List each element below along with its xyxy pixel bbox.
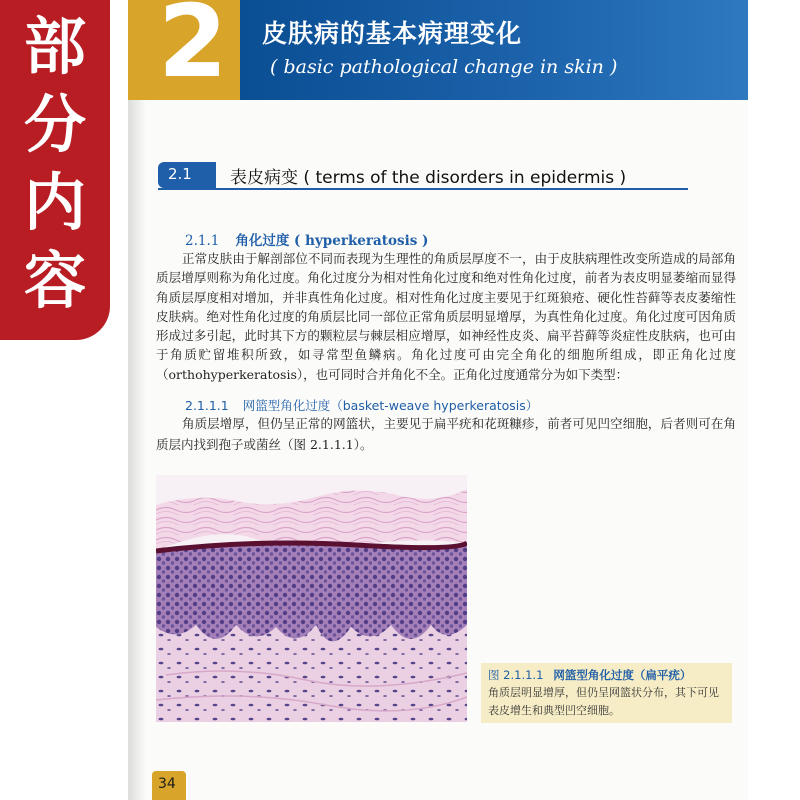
chapter-subtitle: ( basic pathological change in skin ) — [270, 56, 618, 78]
section-number: 2.1 — [168, 165, 192, 183]
subsubsection-number: 2.1.1.1 — [185, 398, 229, 413]
figure-title: 网篮型角化过度（扁平疣） — [553, 668, 692, 682]
side-banner-char: 内 — [23, 166, 86, 239]
chapter-number: 2 — [158, 0, 228, 100]
gutter-shadow — [128, 0, 146, 800]
figure-caption-title — [488, 667, 691, 683]
subsubsection-title: 网篮型角化过度（basket-weave hyperkeratosis） — [242, 398, 539, 413]
subsection-title: 角化过度 ( hyperkeratosis ) — [235, 233, 429, 249]
section-underline — [158, 188, 688, 190]
page-number: 34 — [158, 776, 176, 792]
chapter-title: 皮肤病的基本病理变化 — [262, 19, 523, 48]
side-banner-char: 分 — [23, 88, 86, 161]
figure-label: 图 2.1.1.1 — [488, 668, 544, 682]
subsection-heading — [185, 229, 428, 249]
side-banner-char: 容 — [23, 244, 86, 317]
section-title: 表皮病变 ( terms of the disorders in epidermis ) — [230, 168, 627, 188]
side-banner-char: 部 — [23, 10, 86, 83]
side-banner — [0, 0, 110, 340]
body-paragraph-2: 角质层增厚，但仍呈正常的网篮状，主要见于扁平疣和花斑糠疹，前者可见凹空细胞，后者则可在角质层内找到孢子或菌丝（图 2.1.1.1）。 — [156, 416, 736, 452]
histology-micrograph — [156, 475, 467, 722]
body-paragraph-1: 正常皮肤由于解剖部位不同而表现为生理性的角质层厚度不一，由于皮肤病理性改变所造成的局部角质层增厚则称为角化过度。角化过度分为相对性角化过度和绝对性角化过度，前者为表皮明显萎缩而显得角质层厚度相对增加，并非真性角化过度。相对性角化过度主要见于红斑狼疮、硬化性苔藓等表皮萎缩性皮肤病。绝对性角化过度的角质层比同一部位正常角质层明显增厚，为真性角化过度。角化过度可因角质形成过多引起，此时其下方的颗粒层与棘层相应增厚，如神经性皮炎、扁平苔藓等炎症性皮肤病，也可由于角质贮留堆积所致，如寻常型鱼鳞病。角化过度可由完全角化的细胞所组成，即正角化过度（orthohyperkeratosis），也可同时合并角化不全。正角化过度通常分为如下类型： — [156, 251, 736, 382]
subsection-number: 2.1.1 — [185, 233, 220, 249]
figure-caption-text: 角质层明显增厚，但仍呈网篮状分布，其下可见表皮增生和典型凹空细胞。 — [488, 686, 719, 717]
subsubsection-heading — [185, 396, 538, 414]
